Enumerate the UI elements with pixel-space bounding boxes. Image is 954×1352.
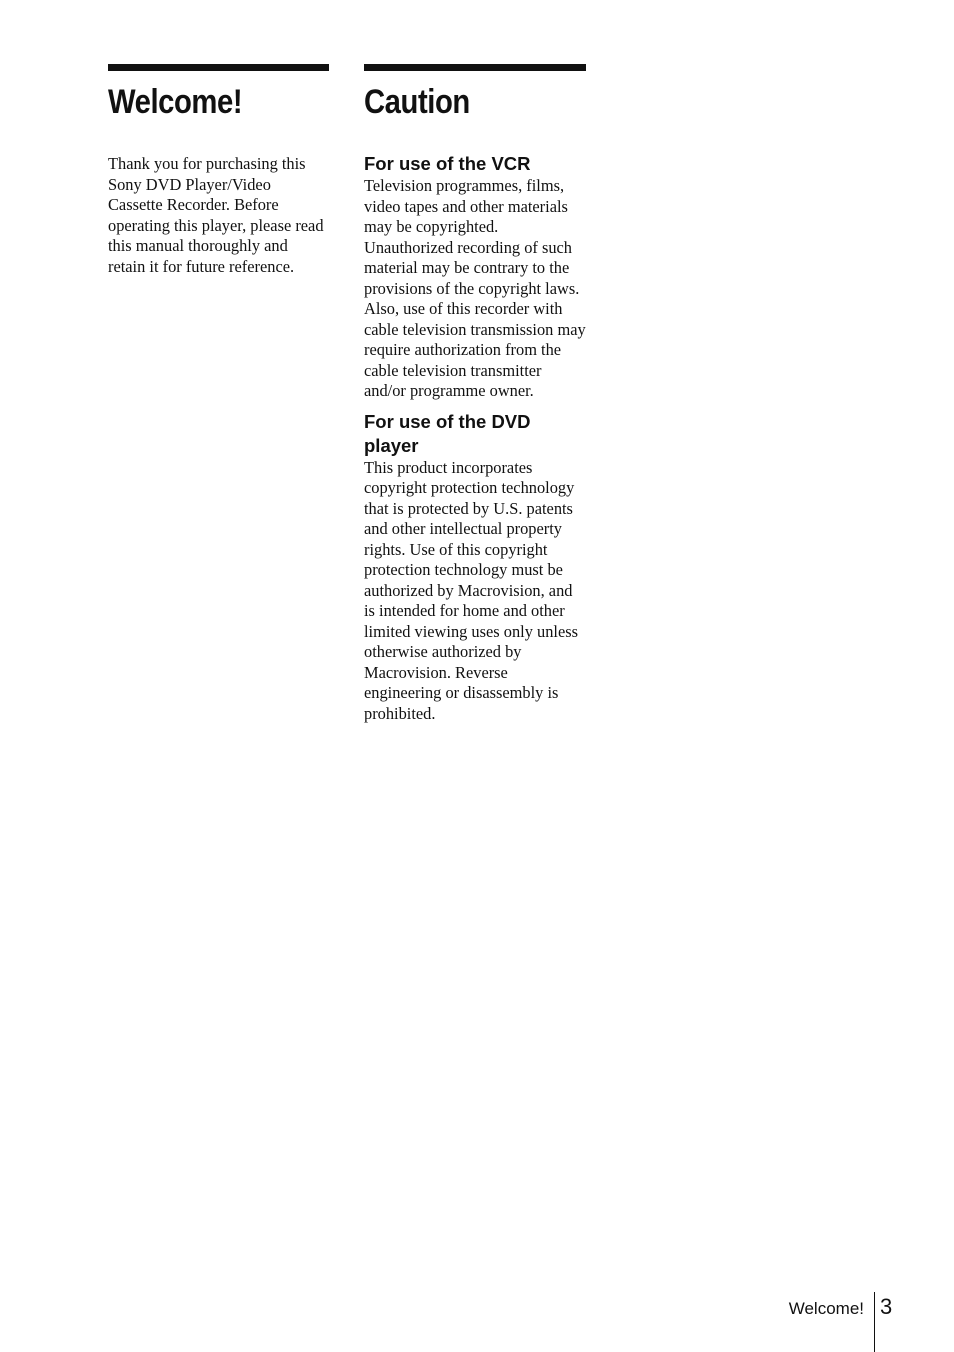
dvd-body: This product incorporates copyright protection technology that is protected by U.S. patents and other intellectual property rights. Use of this copyright protection technology must be authorized by Macrovision, and is intended for home and other limited viewing uses only unless otherwise authorized by Macrovision. Reverse engineering or disassembly is prohibited. (364, 457, 578, 723)
welcome-column (108, 64, 329, 277)
dvd-heading: For use of the DVD player (364, 410, 531, 456)
section-rule (108, 64, 329, 71)
section-rule (364, 64, 586, 71)
vcr-body: Television programmes, films, video tapes and other materials may be copyrighted. Unauthorized recording of such material may be contrary to the provisions of the copyright laws. Also, use of this recorder with cable television transmission may require authorization from the cable television transmitter and/or programme owner. (364, 176, 586, 400)
caution-column (364, 64, 586, 724)
page-number: 3 (880, 1294, 893, 1319)
footer-divider (874, 1292, 875, 1352)
footer-section-label: Welcome! (788, 1299, 864, 1318)
caution-title: Caution (364, 83, 470, 121)
welcome-body: Thank you for purchasing this Sony DVD Player/Video Cassette Recorder. Before operating this player, please read this manual thoroughly and retain it for future reference. (108, 154, 324, 276)
vcr-heading: For use of the VCR (364, 153, 531, 174)
welcome-title: Welcome! (108, 83, 243, 121)
